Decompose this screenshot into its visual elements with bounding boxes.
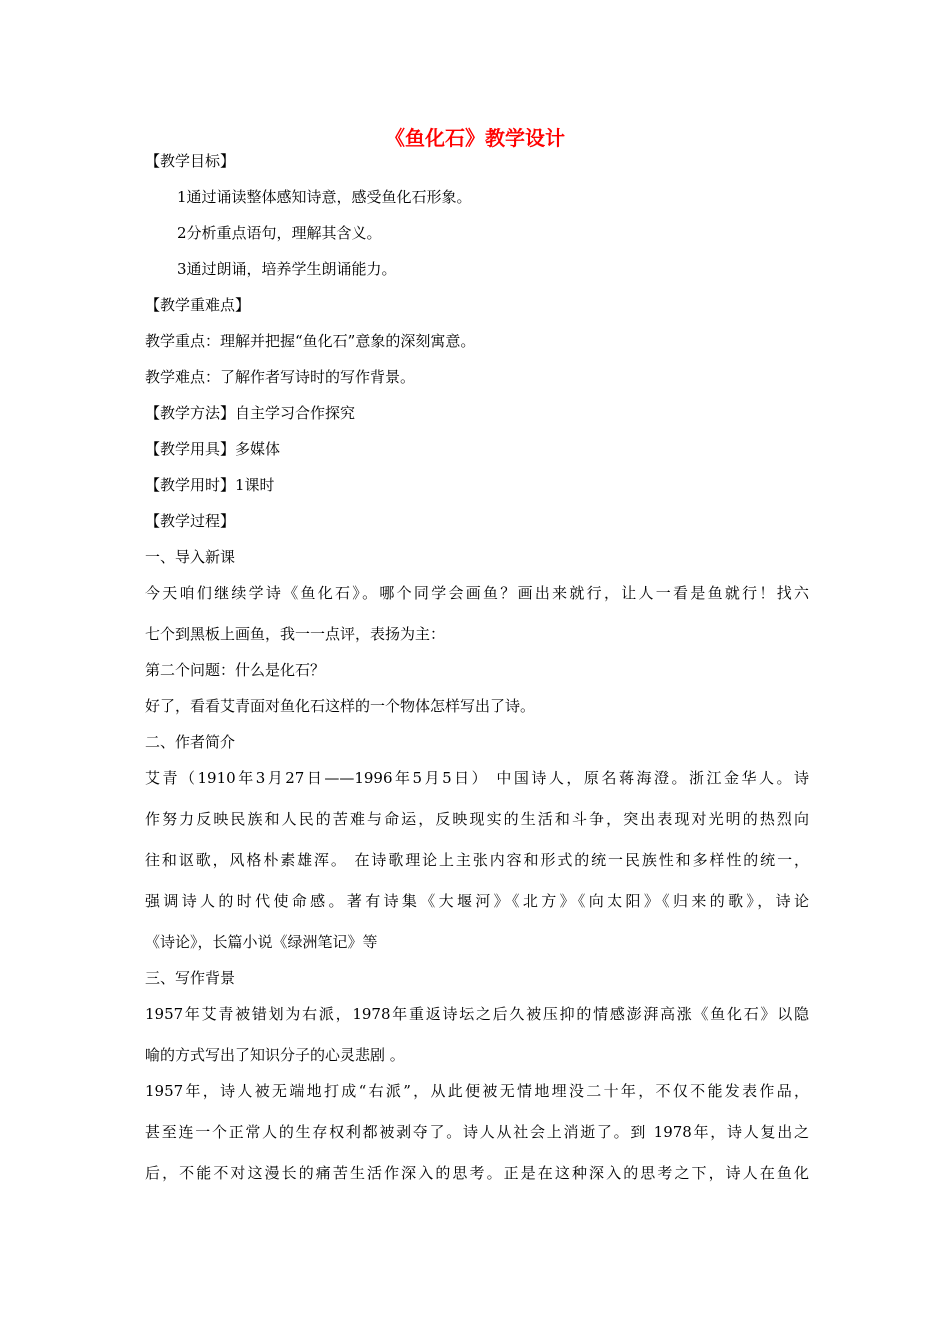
intro-paragraph-line: 今天咱们继续学诗《鱼化石》。哪个同学会画鱼？画出来就行，让人一看是鱼就行！找六: [145, 584, 809, 602]
subsection-heading-intro: 一、导入新课: [145, 548, 236, 566]
section-heading-process: 【教学过程】: [145, 512, 236, 530]
background-paragraph-line: 1957年，诗人被无端地打成“右派”，从此便被无情地埋没二十年，不仅不能发表作品，: [145, 1082, 809, 1100]
background-paragraph-line: 甚至连一个正常人的生存权利都被剥夺了。诗人从社会上消逝了。到 1978年，诗人复出之: [145, 1123, 809, 1141]
objective-3: 3通过朗诵，培养学生朗诵能力。: [177, 260, 397, 278]
key-point: 教学重点：理解并把握“鱼化石”意象的深刻寓意。: [145, 332, 476, 350]
teaching-tools: 【教学用具】多媒体: [145, 440, 281, 458]
question-line: 第二个问题：什么是化石？: [145, 661, 326, 679]
author-paragraph-line: 《诗论》，长篇小说《绿洲笔记》等: [145, 933, 378, 951]
intro-paragraph-line: 七个到黑板上画鱼，我一一点评，表扬为主：: [145, 625, 446, 643]
background-paragraph-line: 1957年艾青被错划为右派，1978年重返诗坛之后久被压抑的情感澎湃高涨《鱼化石》以隐: [145, 1005, 809, 1023]
teaching-time: 【教学用时】1课时: [145, 476, 275, 494]
author-paragraph-line: 艾青（1910年3月27日——1996年5月5日） 中国诗人，原名蒋海澄。浙江金华人。诗: [145, 769, 809, 787]
transition-line: 好了，看看艾青面对鱼化石这样的一个物体怎样写出了诗。: [145, 697, 536, 715]
section-heading-objectives: 【教学目标】: [145, 152, 236, 170]
objective-1: 1通过诵读整体感知诗意，感受鱼化石形象。: [177, 188, 472, 206]
section-heading-key-points: 【教学重难点】: [145, 296, 251, 314]
background-paragraph-line: 后，不能不对这漫长的痛苦生活作深入的思考。正是在这种深入的思考之下，诗人在鱼化: [145, 1164, 809, 1182]
author-paragraph-line: 强调诗人的时代使命感。著有诗集《大堰河》《北方》《向太阳》《归来的歌》，诗论: [145, 892, 809, 910]
document-title: 《鱼化石》教学设计: [385, 126, 565, 150]
subsection-heading-background: 三、写作背景: [145, 969, 236, 987]
background-paragraph-line: 喻的方式写出了知识分子的心灵悲剧 。: [145, 1046, 405, 1064]
subsection-heading-author: 二、作者简介: [145, 733, 236, 751]
author-paragraph-line: 作努力反映民族和人民的苦难与命运，反映现实的生活和斗争，突出表现对光明的热烈向: [145, 810, 809, 828]
objective-2: 2分析重点语句，理解其含义。: [177, 224, 382, 242]
difficult-point: 教学难点：了解作者写诗时的写作背景。: [145, 368, 416, 386]
teaching-method: 【教学方法】自主学习合作探究: [145, 404, 356, 422]
author-paragraph-line: 往和讴歌，风格朴素雄浑。 在诗歌理论上主张内容和形式的统一民族性和多样性的统一，: [145, 851, 809, 869]
